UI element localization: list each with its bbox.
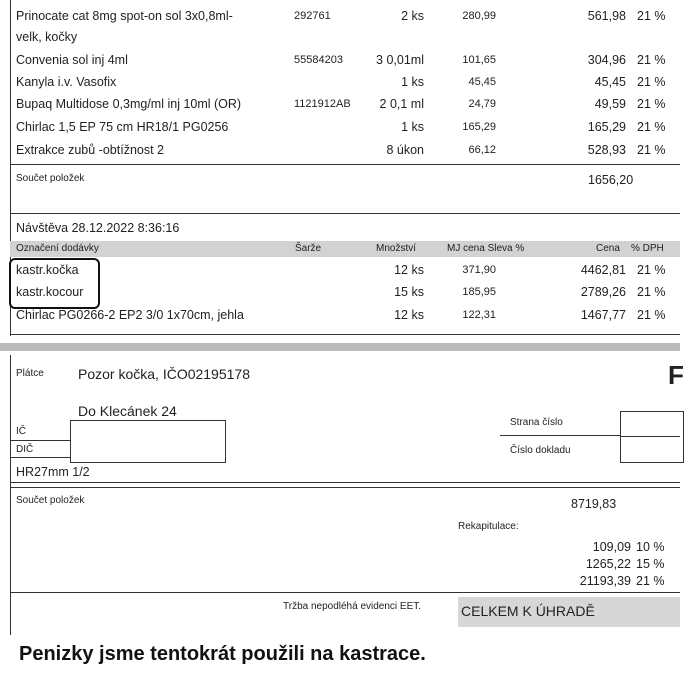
highlight-box: [9, 258, 100, 309]
item-price: 165,29: [587, 120, 626, 134]
col-header-batch: Šarže: [295, 243, 322, 254]
page-document-number-field: [620, 411, 684, 463]
divider: [10, 457, 70, 458]
item-price: 45,45: [594, 75, 626, 89]
visit-item-vat: 21 %: [637, 263, 666, 277]
divider: [10, 334, 680, 335]
item-qty: 2 0,1 ml: [379, 97, 424, 111]
visit-item-price: 4462,81: [580, 263, 626, 277]
visit-item-vat: 21 %: [637, 308, 666, 322]
visit-item-unit-price: 122,31: [462, 309, 496, 321]
document-number-label: Číslo dokladu: [510, 445, 571, 456]
visit-item-name: kastr.kočka: [16, 263, 79, 277]
item-name-cont: velk, kočky: [16, 30, 78, 44]
col-header-vat: % DPH: [631, 243, 664, 254]
item-price: 304,96: [587, 53, 626, 67]
item-qty: 3 0,01ml: [376, 53, 424, 67]
item-qty: 2 ks: [401, 9, 424, 23]
item-name: Chirlac 1,5 EP 75 cm HR18/1 PG0256: [16, 120, 229, 134]
ic-dic-field: [70, 420, 226, 463]
col-header-price: Cena: [596, 243, 620, 254]
item-unit-price: 45,45: [468, 76, 496, 88]
divider: [10, 213, 680, 214]
recap-amount: 1265,22: [585, 557, 631, 571]
visit-item-unit-price: 185,95: [462, 286, 496, 298]
item-price: 49,59: [594, 97, 626, 111]
visit-item-vat: 21 %: [637, 285, 666, 299]
barcode-text: HR27mm 1/2: [16, 465, 90, 479]
item-unit-price: 24,79: [468, 98, 496, 110]
item-code: 55584203: [294, 54, 343, 66]
item-vat: 21 %: [637, 120, 666, 134]
visit-item-qty: 12 ks: [394, 308, 424, 322]
recap-amount: 109,09: [592, 540, 631, 554]
item-unit-price: 165,29: [462, 121, 496, 133]
divider: [10, 164, 680, 165]
recap-rate: 10 %: [636, 540, 665, 554]
col-header-unit: MJ cena Sleva %: [447, 243, 525, 254]
summary-label: Součet položek: [16, 495, 85, 506]
visit-item-price: 1467,77: [580, 308, 626, 322]
item-unit-price: 280,99: [462, 10, 496, 22]
visit-item-qty: 15 ks: [394, 285, 424, 299]
divider: [10, 440, 70, 441]
divider: [10, 482, 680, 483]
item-qty: 1 ks: [401, 120, 424, 134]
ic-label: IČ: [16, 426, 26, 437]
visit-table-header: [10, 241, 680, 257]
payer-address: Do Klecánek 24: [78, 403, 177, 419]
divider: [10, 487, 680, 488]
item-unit-price: 66,12: [468, 144, 496, 156]
left-border: [10, 355, 11, 635]
item-price: 561,98: [587, 9, 626, 23]
item-vat: 21 %: [637, 9, 666, 23]
visit-item-qty: 12 ks: [394, 263, 424, 277]
item-price: 528,93: [587, 143, 626, 157]
item-qty: 1 ks: [401, 75, 424, 89]
eet-note: Tržba nepodléhá evidenci EET.: [283, 601, 422, 612]
visit-item-unit-price: 371,90: [462, 264, 496, 276]
item-name: Convenia sol inj 4ml: [16, 53, 128, 67]
payer-label: Plátce: [16, 368, 44, 379]
item-vat: 21 %: [637, 53, 666, 67]
summary-value: 8719,83: [571, 497, 617, 511]
item-name: Prinocate cat 8mg spot-on sol 3x0,8ml-: [16, 9, 233, 23]
item-vat: 21 %: [637, 143, 666, 157]
col-header-item: Označení dodávky: [16, 243, 99, 254]
divider: [620, 436, 680, 437]
payer-name: Pozor kočka, IČO02195178: [78, 366, 250, 382]
recap-rate: 15 %: [636, 557, 665, 571]
item-code: 1121912AB: [294, 98, 351, 110]
recap-label: Rekapitulace:: [458, 521, 519, 532]
item-unit-price: 101,65: [462, 54, 496, 66]
item-name: Extrakce zubů -obtížnost 2: [16, 143, 164, 157]
recap-rate: 21 %: [636, 574, 665, 588]
item-vat: 21 %: [637, 97, 666, 111]
sum-value: 1656,20: [588, 173, 634, 187]
item-qty: 8 úkon: [386, 143, 424, 157]
recap-amount: 21193,39: [579, 574, 631, 588]
visit-item-name: kastr.kocour: [16, 285, 84, 299]
item-code: 292761: [294, 10, 331, 22]
section-separator: [0, 343, 680, 351]
item-name: Bupaq Multidose 0,3mg/ml inj 10ml (OR): [16, 97, 242, 111]
col-header-qty: Množství: [376, 243, 417, 254]
item-vat: 21 %: [637, 75, 666, 89]
divider: [10, 592, 680, 593]
document-type-letter: F: [668, 360, 684, 390]
sum-label: Součet položek: [16, 173, 85, 184]
visit-item-name: Chirlac PG0266-2 EP2 3/0 1x70cm, jehla: [16, 308, 244, 322]
visit-label: Návštěva 28.12.2022 8:36:16: [16, 221, 180, 235]
visit-item-price: 2789,26: [580, 285, 626, 299]
dic-label: DIČ: [16, 444, 34, 455]
total-due-label: CELKEM K ÚHRADĚ: [461, 603, 595, 619]
page-number-label: Strana číslo: [510, 417, 563, 428]
divider: [500, 435, 620, 436]
caption: Penizky jsme tentokrát použili na kastrace.: [19, 643, 426, 665]
item-name: Kanyla i.v. Vasofix: [16, 75, 117, 89]
